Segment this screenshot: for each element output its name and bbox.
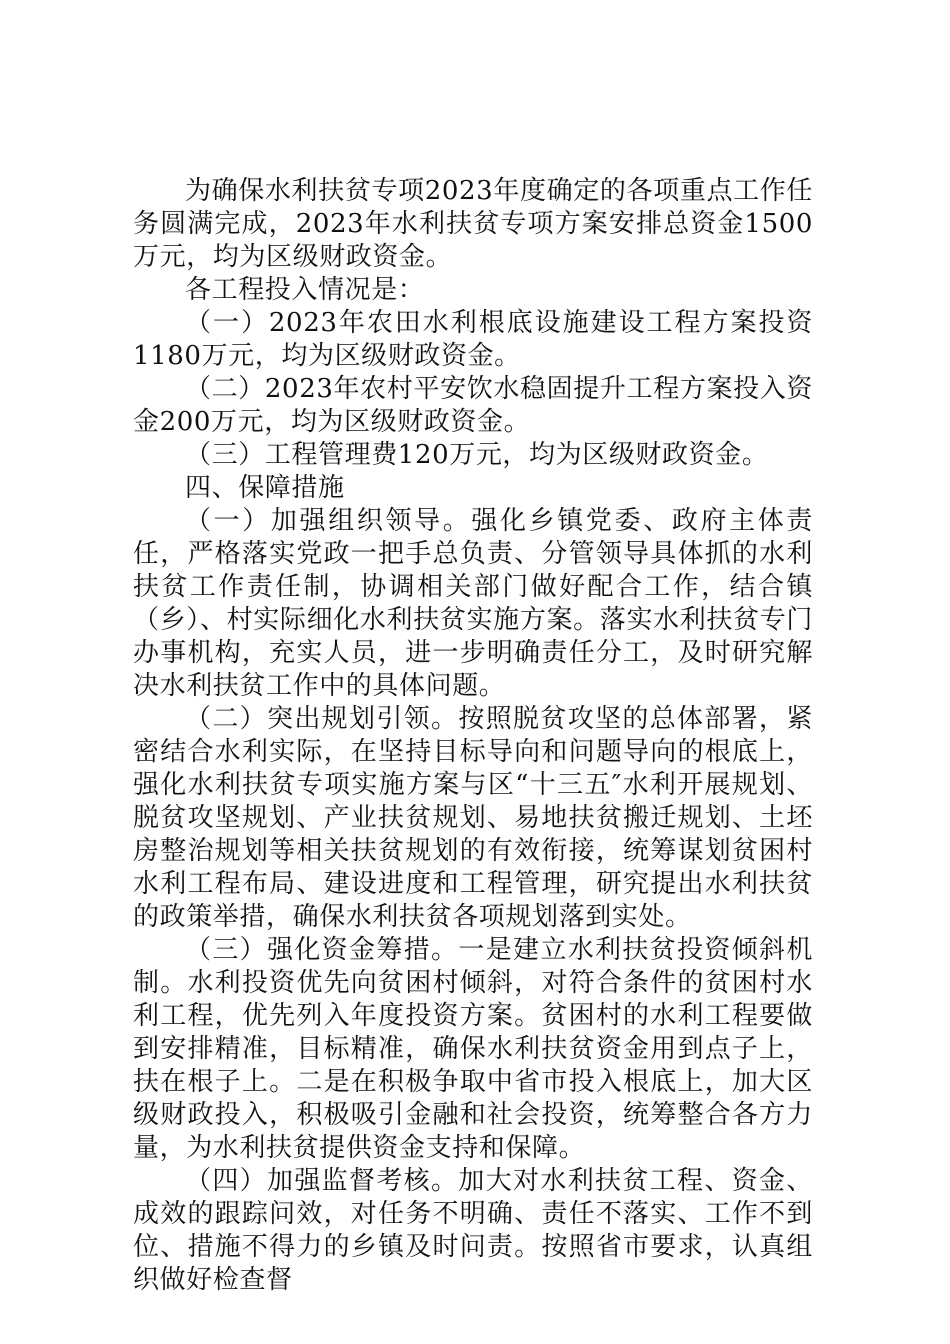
paragraph-management-fee: （三）工程管理费120万元，均为区级财政资金。 [185,440,769,470]
document-body [133,175,813,1297]
paragraph-funding-overview: 为确保水利扶贫专项2023年度确定的各项重点工作任务圆满完成，2023年水利扶贫专项方案安排总资金1500万元，均为区级财政资金。 [133,176,813,272]
paragraph-investment-intro: 各工程投入情况是： [185,275,425,305]
paragraph-planning: （二）突出规划引领。按照脱贫攻坚的总体部署，紧密结合水利实际，在坚持目标导向和问题导向的根底上，强化水利扶贫专项实施方案与区“十三五″水利开展规划、脱贫攻坚规划、产业扶贫规划、易地扶贫搬迁规划、土坯房整治规划等相关扶贫规划的有效衔接，统筹谋划贫困村水利工程布局、建设进度和工程管理，研究提出水利扶贫的政策举措，确保水利扶贫各项规划落到实处。 [133,704,813,932]
paragraph-supervision: （四）加强监督考核。加大对水利扶贫工程、资金、成效的跟踪问效，对任务不明确、责任不落实、工作不到位、措施不得力的乡镇及时问责。按照省市要求，认真组织做好检查督 [133,1166,813,1295]
paragraph-funding-raising: （三）强化资金筹措。一是建立水利扶贫投资倾斜机制。水利投资优先向贫困村倾斜，对符合条件的贫困村水利工程，优先列入年度投资方案。贫困村的水利工程要做到安排精准，目标精准，确保水利扶贫资金用到点子上，扶在根子上。二是在积极争取中省市投入根底上，加大区级财政投入，积极吸引金融和社会投资，统筹整合各方力量，为水利扶贫提供资金支持和保障。 [133,935,813,1163]
section-heading-safeguards: 四、保障措施 [185,473,345,503]
paragraph-drinking-water-investment: （二）2023年农村平安饮水稳固提升工程方案投入资金200万元，均为区级财政资金。 [133,374,813,437]
paragraph-farmland-investment: （一）2023年农田水利根底设施建设工程方案投资1180万元，均为区级财政资金。 [133,308,813,371]
paragraph-leadership: （一）加强组织领导。强化乡镇党委、政府主体责任，严格落实党政一把手总负责、分管领导具体抓的水利扶贫工作责任制，协调相关部门做好配合工作，结合镇（乡）、村实际细化水利扶贫实施方案。落实水利扶贫专门办事机构，充实人员，进一步明确责任分工，及时研究解决水利扶贫工作中的具体问题。 [133,506,813,701]
